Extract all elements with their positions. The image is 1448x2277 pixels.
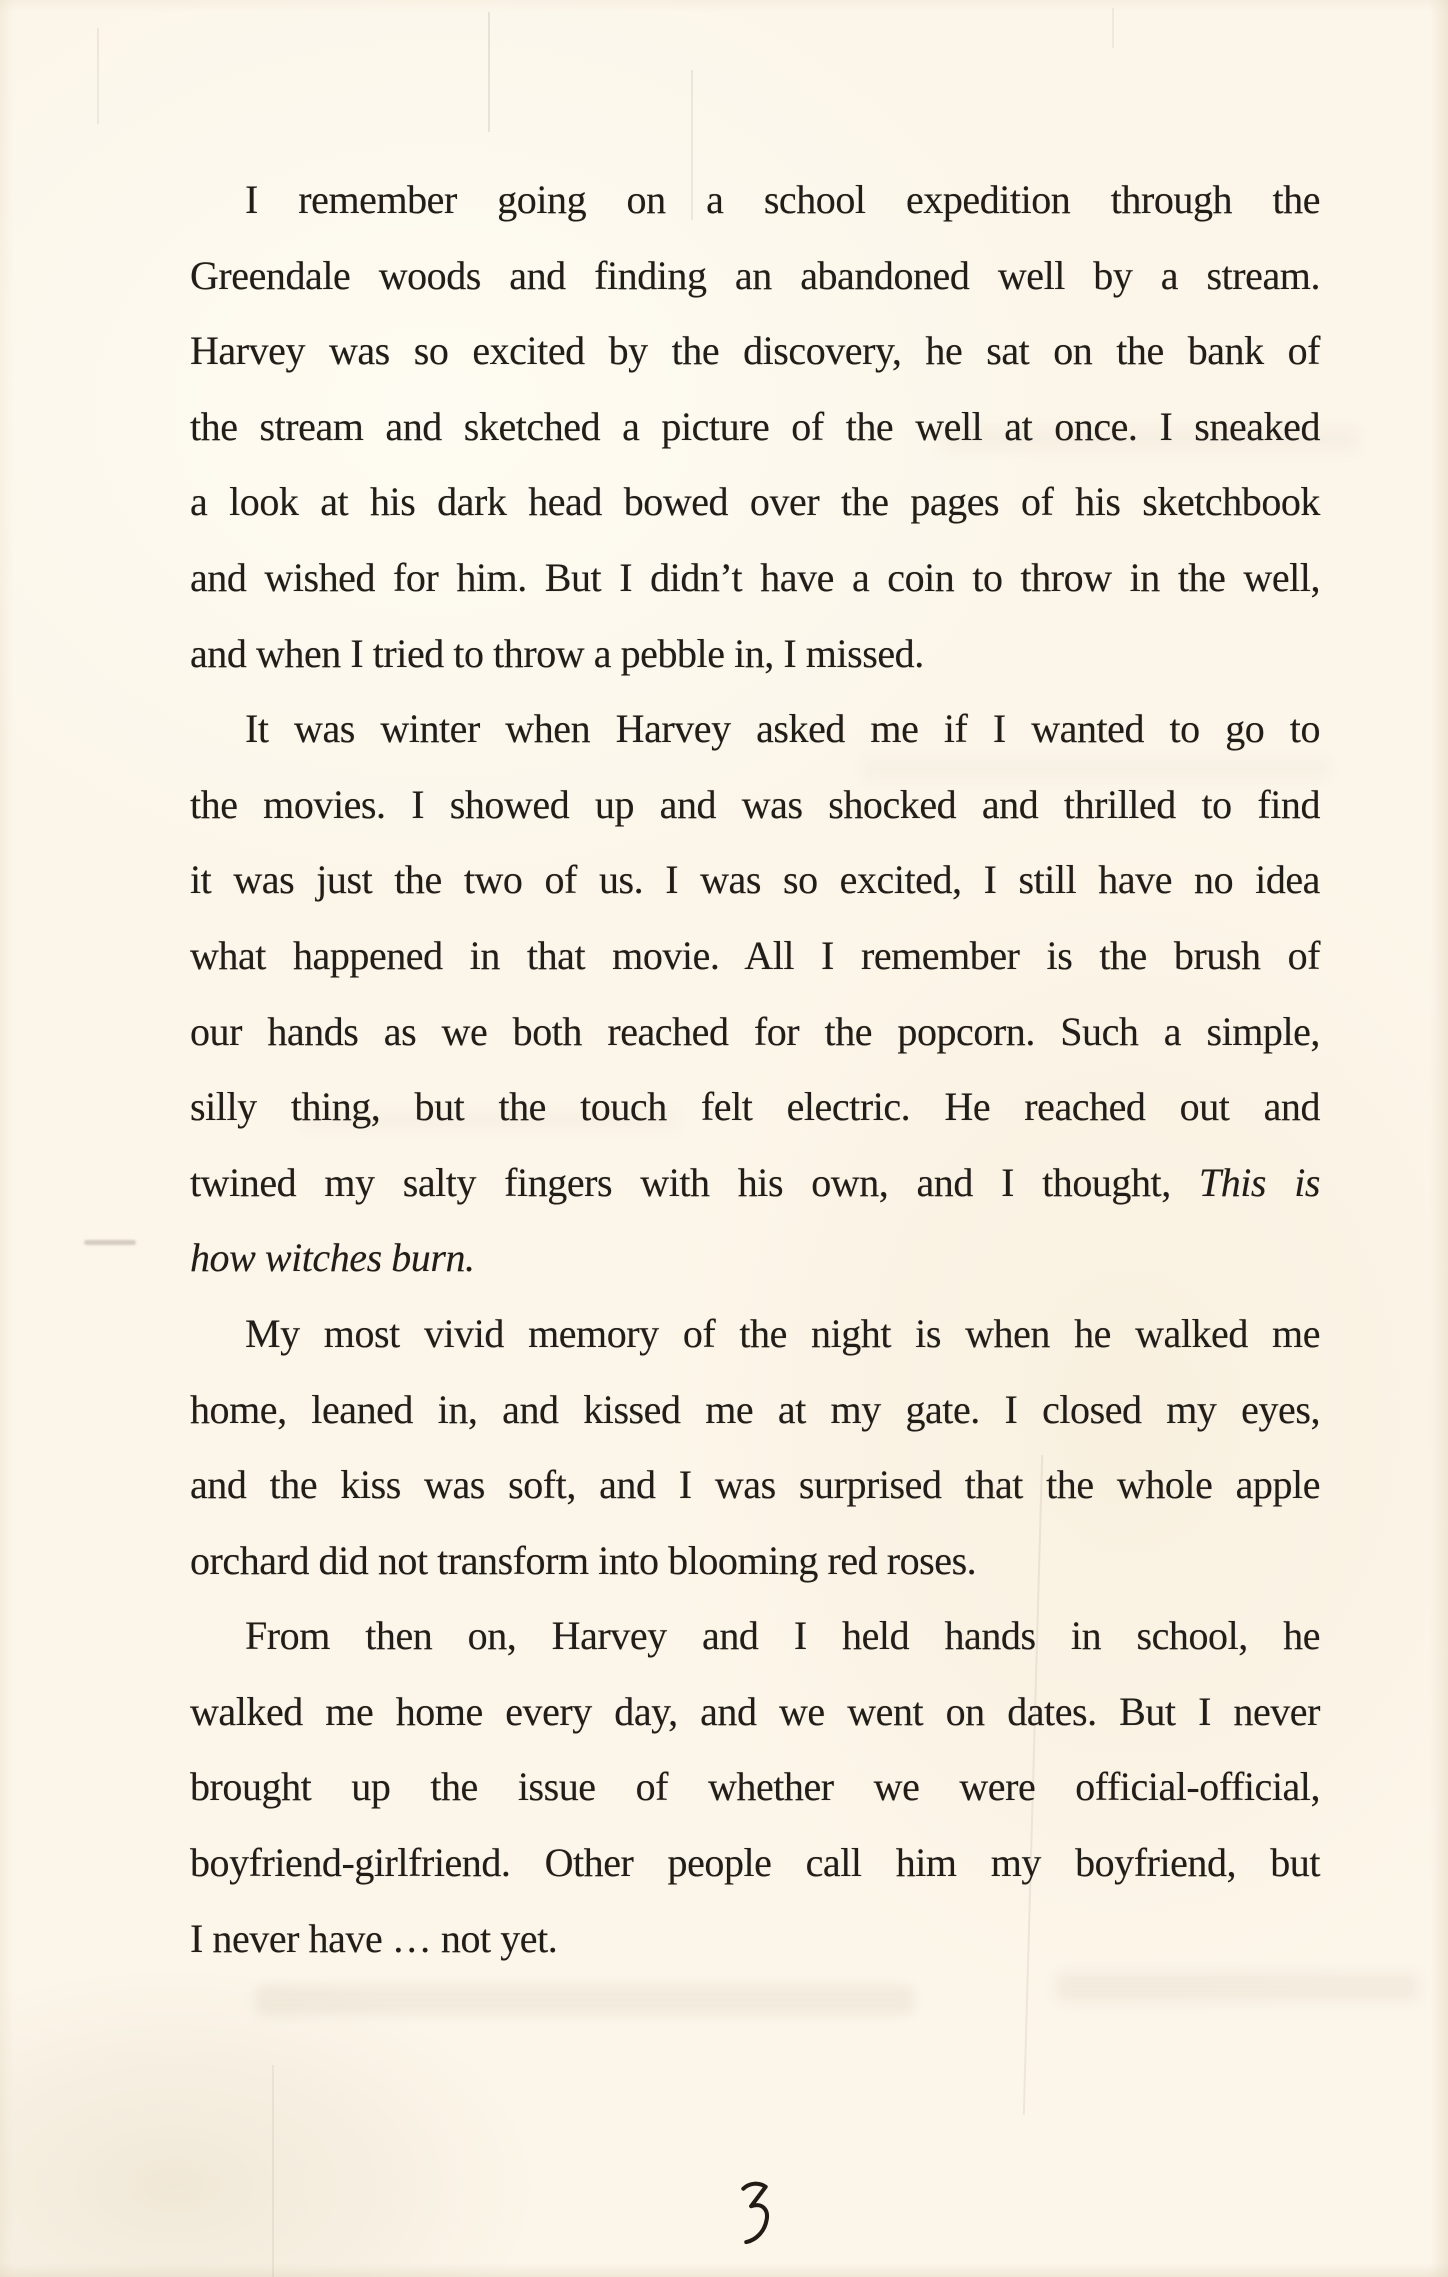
text-segment: the movies. I showed up and was shocked and thrilled to find [190,781,1320,827]
show-through-smudge [1055,1972,1420,2002]
page-number [738,2180,772,2244]
text-block [190,162,1320,1976]
text-segment: a look at his dark head bowed over the pages of his sketchbook [190,479,1320,525]
text-segment: what happened in that movie. All I remember is the brush of [190,932,1320,978]
page-number-glyph [738,2180,772,2244]
paper-crease [97,28,99,124]
text-line [190,1296,1320,1372]
text-line [190,918,1320,994]
page-number-value [738,2244,739,2245]
paper-crease [1112,8,1114,48]
text-segment: It was winter when Harvey asked me if I wanted to go to [245,706,1320,752]
text-segment: it was just the two of us. I was so excited, I still have no idea [190,857,1320,903]
text-segment: and when I tried to throw a pebble in, I missed. [190,630,924,676]
text-line [190,994,1320,1070]
text-line [190,1069,1320,1145]
text-line [190,842,1320,918]
paper-crease [272,2065,274,2277]
text-segment: Harvey was so excited by the discovery, he sat on the bank of [190,328,1320,374]
text-line [190,616,1320,692]
text-line [190,238,1320,314]
text-line [190,1749,1320,1825]
margin-dash-mark [84,1240,136,1245]
show-through-smudge [255,1985,915,2015]
text-line [190,767,1320,843]
text-line [190,1674,1320,1750]
text-segment: orchard did not transform into blooming red roses. [190,1537,977,1583]
text-segment: home, leaned in, and kissed me at my gate. I closed my eyes, [190,1386,1320,1432]
text-segment: silly thing, but the touch felt electric. He reached out and [190,1084,1320,1130]
italic-text-segment: how witches burn. [190,1235,475,1281]
italic-text-segment: This is [1198,1159,1320,1205]
text-line [190,1220,1320,1296]
text-line [190,389,1320,465]
text-line [190,1145,1320,1221]
text-segment: the stream and sketched a picture of the well at once. I sneaked [190,403,1320,449]
text-segment: walked me home every day, and we went on dates. But I never [190,1688,1320,1734]
text-segment: I never have … not yet. [190,1915,558,1961]
text-segment: brought up the issue of whether we were official-official, [190,1764,1320,1810]
text-line [190,1372,1320,1448]
text-segment: and the kiss was soft, and I was surprised that the whole apple [190,1462,1320,1508]
text-line [190,540,1320,616]
text-line [190,1598,1320,1674]
text-segment: twined my salty fingers with his own, and I thought, [190,1159,1199,1205]
text-line [190,1825,1320,1901]
text-segment: and wished for him. But I didn’t have a coin to throw in the well, [190,554,1320,600]
paper-crease [488,12,490,132]
text-line [190,464,1320,540]
text-line [190,691,1320,767]
text-line [190,162,1320,238]
text-segment: From then on, Harvey and I held hands in school, he [245,1613,1320,1659]
text-line [190,313,1320,389]
text-line [190,1523,1320,1599]
text-segment: Greendale woods and finding an abandoned well by a stream. [190,252,1320,298]
text-segment: My most vivid memory of the night is when he walked me [245,1310,1320,1356]
text-line [190,1447,1320,1523]
text-segment: boyfriend-girlfriend. Other people call him my boyfriend, but [190,1840,1320,1886]
text-segment: our hands as we both reached for the popcorn. Such a simple, [190,1008,1320,1054]
text-line [190,1901,1320,1977]
text-segment: I remember going on a school expedition through the [245,177,1320,222]
